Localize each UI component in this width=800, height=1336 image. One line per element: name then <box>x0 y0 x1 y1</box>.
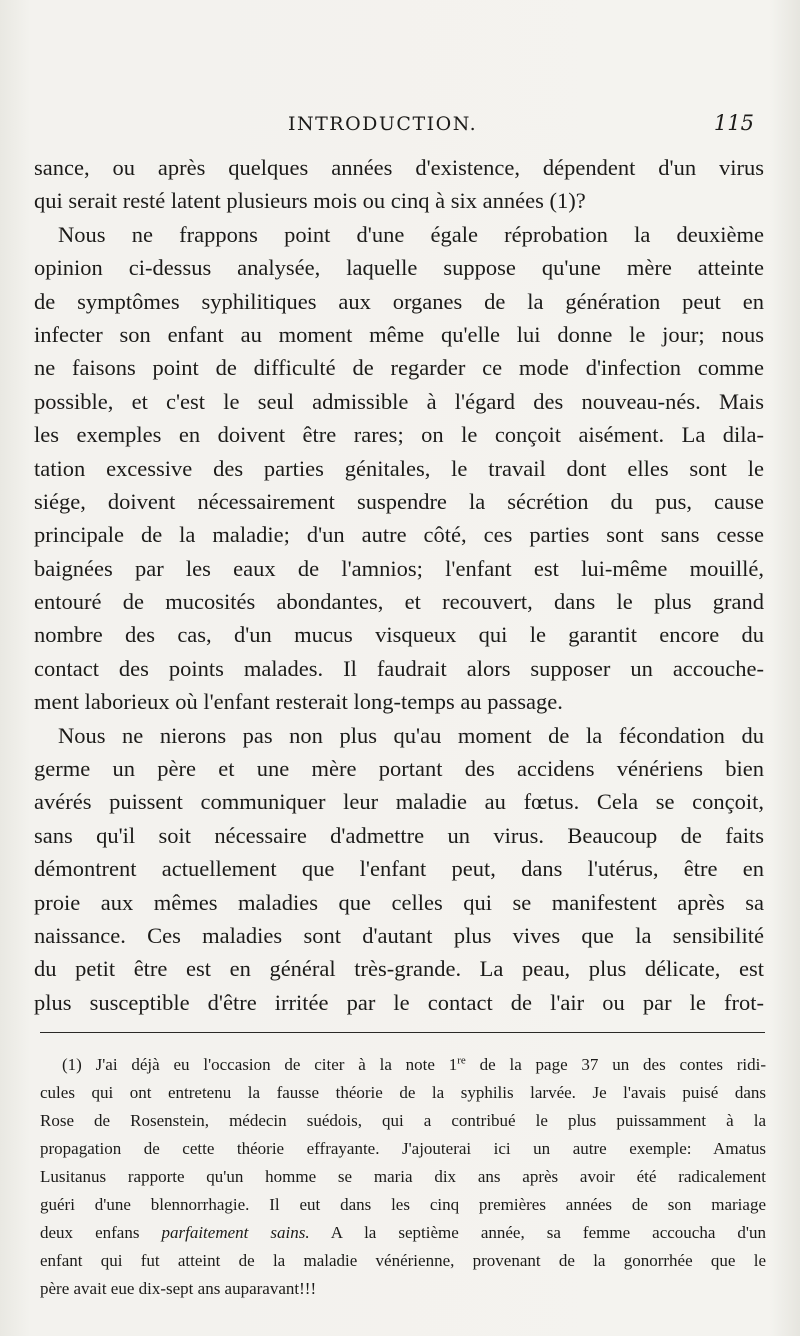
text-line: du petit être est en général très-grande. La peau, plus délicate, est <box>34 956 764 982</box>
text-line: ment laborieux où l'enfant resterait long-temps au passage. <box>34 689 563 715</box>
text-line: démontrent actuellement que l'enfant peut, dans l'utérus, être en <box>34 856 764 882</box>
text-line: siége, doivent nécessairement suspendre la sécrétion du pus, cause <box>34 488 764 514</box>
text-line: sance, ou après quelques années d'existence, dépendent d'un virus <box>34 155 764 180</box>
text-line: naissance. Ces maladies sont d'autant plus vives que la sensibilité <box>34 922 764 948</box>
text-line: infecter son enfant au moment même qu'elle lui donne le jour; nous <box>34 321 764 347</box>
text-line: sans qu'il soit nécessaire d'admettre un virus. Beaucoup de faits <box>34 822 764 848</box>
chapter-title: INTRODUCTION. <box>288 113 478 135</box>
text-line: nombre des cas, d'un mucus visqueux qui le garantit encore du <box>34 622 764 648</box>
footnote-line: père avait eue dix-sept ans auparavant!!! <box>40 1279 317 1298</box>
footnote-text: A la septième année, sa femme accoucha d'un <box>309 1223 766 1242</box>
text-line: qui serait resté latent plusieurs mois ou cinq à six années (1)? <box>34 188 586 214</box>
footnote-line: cules qui ont entretenu la fausse théorie de la syphilis larvée. Je l'avais puisé dans <box>40 1083 766 1102</box>
footnote-line: guéri d'une blennorrhagie. Il eut dans les cinq premières années de son mariage <box>40 1195 766 1214</box>
footnote <box>40 1051 766 1303</box>
body-text <box>34 151 764 1019</box>
footnote-text: (1) J'ai déjà eu l'occasion de citer à la note 1 <box>62 1055 458 1074</box>
footnote-line <box>40 1219 766 1247</box>
text-line: plus susceptible d'être irritée par le contact de l'air ou par le frot- <box>34 989 764 1015</box>
text-line: tation excessive des parties génitales, le travail dont elles sont le <box>34 455 764 481</box>
footnote-line <box>40 1051 766 1079</box>
text-line: possible, et c'est le seul admissible à l'égard des nouveau-nés. Mais <box>34 388 764 414</box>
text-line: entouré de mucosités abondantes, et recouvert, dans le plus grand <box>34 589 764 615</box>
text-line: opinion ci-dessus analysée, laquelle suppose qu'une mère atteinte <box>34 255 764 281</box>
text-line: principale de la maladie; d'un autre côté, ces parties sont sans cesse <box>34 522 764 548</box>
footnote-line: Rose de Rosenstein, médecin suédois, qui a contribué le plus puissamment à la <box>40 1111 766 1130</box>
text-line: proie aux mêmes maladies que celles qui se manifestent après sa <box>34 889 764 915</box>
text-line: germe un père et une mère portant des accidens vénériens bien <box>34 756 764 782</box>
text-line: Nous ne frappons point d'une égale réprobation la deuxième <box>58 221 764 247</box>
text-line: avérés puissent communiquer leur maladie au fœtus. Cela se conçoit, <box>34 789 764 815</box>
text-line: ne faisons point de difficulté de regarder ce mode d'infection comme <box>34 355 764 381</box>
text-line: les exemples en doivent être rares; on le conçoit aisément. La dila- <box>34 422 764 448</box>
page-number: 115 <box>713 111 754 135</box>
footnote-text: de la page 37 un des contes ridi- <box>465 1055 767 1074</box>
text-line: de symptômes syphilitiques aux organes de la génération peut en <box>34 288 764 314</box>
footnote-line: enfant qui fut atteint de la maladie vénérienne, provenant de la gonorrhée que le <box>40 1251 766 1270</box>
running-head <box>34 113 764 143</box>
footnote-superscript: re <box>457 1054 466 1067</box>
footnote-divider <box>40 1032 765 1033</box>
footnote-line: propagation de cette théorie effrayante. J'ajouterai ici un autre exemple: Amatus <box>40 1139 766 1158</box>
footnote-line: Lusitanus rapporte qu'un homme se maria dix ans après avoir été radicalement <box>40 1167 766 1186</box>
text-line: Nous ne nierons pas non plus qu'au moment de la fécondation du <box>58 722 764 748</box>
text-line: contact des points malades. Il faudrait alors supposer un accouche- <box>34 655 764 681</box>
text-line: baignées par les eaux de l'amnios; l'enfant est lui-même mouillé, <box>34 555 764 581</box>
footnote-text: deux enfans <box>40 1223 162 1242</box>
footnote-emphasis: parfaitement sains. <box>161 1223 310 1242</box>
